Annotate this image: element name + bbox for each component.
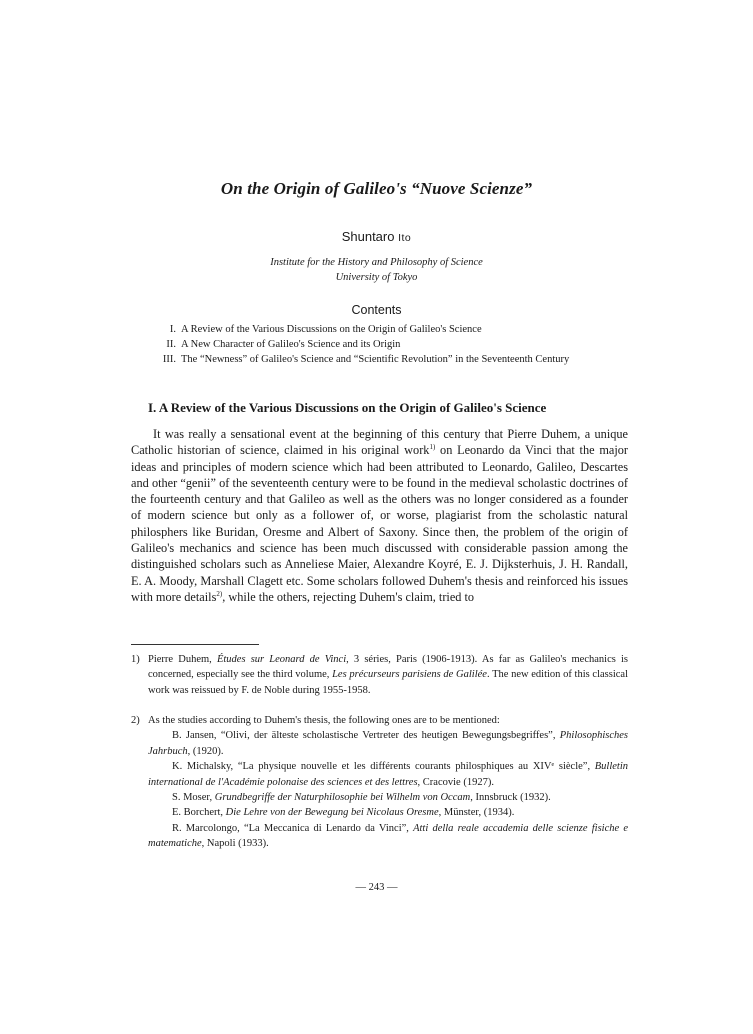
author-first-name: Shuntaro <box>341 229 395 244</box>
reference-text: , Innsbruck (1932). <box>470 792 551 804</box>
page-number: — 243 — <box>355 882 398 893</box>
reference-text: R. Marcolongo, “La Meccanica di Lenardo da Vinci”, <box>172 822 414 834</box>
footnote-rule <box>131 644 259 645</box>
body-text-part3: , while the others, rejecting Duhem's claim, tried to <box>222 589 475 604</box>
footnote-intro: As the studies according to Duhem's thesis, the following ones are to be mentioned: <box>148 715 500 726</box>
affiliation-university: University of Tokyo <box>335 272 418 283</box>
footnote-text: . The new edition of this classical work was reissued by F. de Noble during 1955-1958. <box>148 669 628 696</box>
reference-text: , Cracovie (1927). <box>417 776 494 788</box>
reference-text: , Münster, (1934). <box>438 807 515 819</box>
toc-item-text: A New Character of Galileo's Science and its Origin <box>181 339 401 350</box>
reference-item <box>148 805 628 820</box>
footnote-text: , 3 séries, Paris (1906-1913). As far as Galileo's mechanics is concerned, especially see the third volume, <box>148 654 628 681</box>
footnote-text: Pierre Duhem, <box>148 654 217 665</box>
body-text-part2: on Leonardo da Vinci that the major ideas and principles of modern science which had been attributed to Leonardo, Galileo, Descartes and other “genii” of the seventeenth century were to be found in the medieval scholastic doctrines of the fourteenth century and that Galileo as well as the others was no longer considered as a founder of modern science but only as a follower of, or worse, plagiarist from the scholastic natural philosphers like Buridan, Oresme and Albert of Saxony. Since then, the problem of the origin of Galileo's mechanics and science has been much discussed with considerable passion among the distinguished scholars such as Anneliese Maier, Alexandre Koyré, E. J. Dijksterhuis, J. H. Randall, E. A. Moody, Marshall Clagett etc. Some scholars followed Duhem's thesis and reinforced his issues with more details <box>131 443 628 604</box>
toc-item-number: I. <box>169 324 176 335</box>
reference-text: , Napoli (1933). <box>201 838 269 850</box>
reference-text: , (1920). <box>187 745 224 757</box>
footnote-2 <box>131 713 628 852</box>
reference-title: Philosophisches Jahrbuch <box>148 730 628 757</box>
reference-title: Die Lehre von der Bewegung bei Nicolaus Oresme <box>225 807 439 819</box>
affiliation-institute: Institute for the History and Philosophy of Science <box>270 257 483 268</box>
reference-item <box>148 759 628 790</box>
reference-text: K. Michalsky, “La physique nouvelle et les différents courants philosphiques au XIVᵉ siècle”, <box>172 761 595 773</box>
toc-item-text: The “Newness” of Galileo's Science and “Scientific Revolution” in the Seventeenth Century <box>181 354 570 365</box>
reference-text: B. Jansen, “Olivi, der älteste scholastische Vertreter des heutigen Bewegungsbegriffes”, <box>172 730 560 742</box>
body-paragraph <box>131 426 628 605</box>
toc-item-text: A Review of the Various Discussions on the Origin of Galileo's Science <box>181 324 482 335</box>
contents-heading: Contents <box>351 303 402 317</box>
footnote-label: 1) <box>131 654 140 665</box>
reference-text: S. Moser, <box>172 792 215 804</box>
reference-item <box>148 821 628 852</box>
reference-item <box>148 728 628 759</box>
footnote-ref-1: 1) <box>429 443 436 452</box>
toc-item-number: III. <box>162 354 176 365</box>
reference-title: Grundbegriffe der Naturphilosophie bei Wilhelm von Occam <box>214 792 471 804</box>
footnote-label: 2) <box>131 715 140 726</box>
reference-text: E. Borchert, <box>172 807 226 819</box>
body-text-part1: It was really a sensational event at the beginning of this century that Pierre Duhem, a unique Catholic historian of science, claimed in his original work <box>131 427 628 458</box>
reference-title: Bulletin international de l'Académie polonaise des sciences et des lettres <box>148 761 628 788</box>
footnote-1 <box>131 652 628 698</box>
reference-title: Atti della reale accademia delle scienze fisiche e matematiche <box>148 822 628 850</box>
author-name <box>0 229 753 244</box>
section-heading: I. A Review of the Various Discussions on the Origin of Galileo's Science <box>148 400 547 415</box>
paper-title: On the Origin of Galileo's “Nuove Scienze” <box>220 179 533 198</box>
footnote-title: Les précurseurs parisiens de Galilée <box>332 669 487 681</box>
footnote-ref-2: 2) <box>216 589 223 598</box>
footnote-body <box>148 652 628 698</box>
reference-item <box>148 790 628 805</box>
author-last-name: Ito <box>398 232 412 244</box>
footnote-title: Études sur Leonard de Vinci <box>216 654 347 665</box>
toc-item-number: II. <box>166 339 176 350</box>
